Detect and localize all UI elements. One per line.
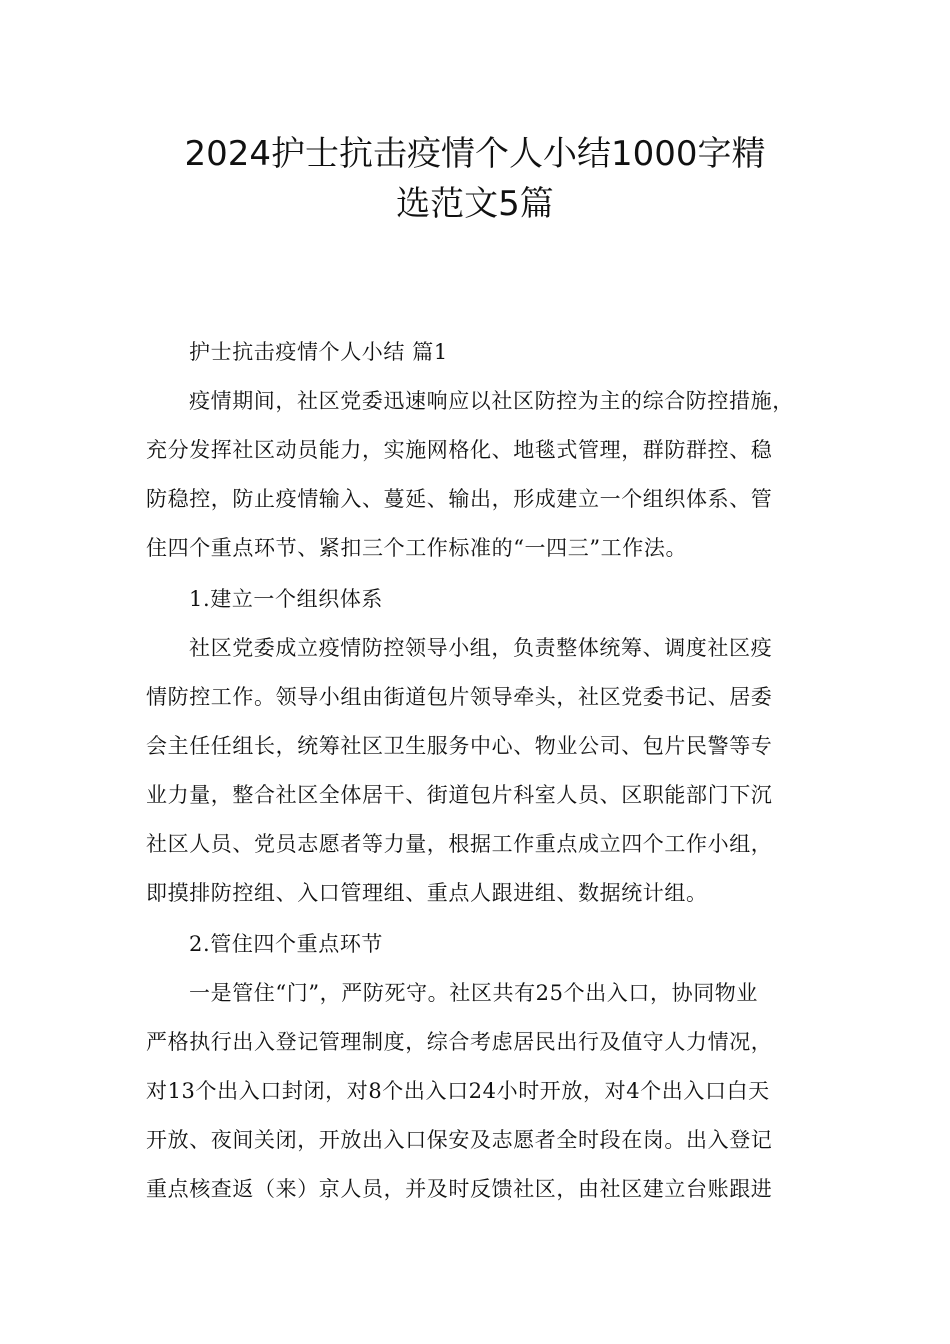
paragraph-line: 会主任任组长，统筹社区卫生服务中心、物业公司、包片民警等专 xyxy=(146,734,773,758)
subheading: 2.管住四个重点环节 xyxy=(189,932,384,956)
paragraph-line: 情防控工作。领导小组由街道包片领导牵头，社区党委书记、居委 xyxy=(146,685,773,709)
paragraph-line: 充分发挥社区动员能力，实施网格化、地毯式管理，群防群控、稳 xyxy=(146,438,773,462)
paragraph-line: 防稳控，防止疫情输入、蔓延、输出，形成建立一个组织体系、管 xyxy=(146,487,773,511)
document-title-line-1: 2024护士抗击疫情个人小结1000字精 xyxy=(184,134,766,174)
paragraph-line: 社区人员、党员志愿者等力量，根据工作重点成立四个工作小组， xyxy=(146,832,773,856)
paragraph-line: 业力量，整合社区全体居干、街道包片科室人员、区职能部门下沉 xyxy=(146,783,773,807)
paragraph-line: 住四个重点环节、紧扣三个工作标准的“一四三”工作法。 xyxy=(146,536,688,560)
subheading: 1.建立一个组织体系 xyxy=(189,587,384,611)
paragraph-line: 严格执行出入登记管理制度，综合考虑居民出行及值守人力情况， xyxy=(146,1030,773,1054)
document-title-line-2: 选范文5篇 xyxy=(396,184,554,224)
paragraph-line: 对13个出入口封闭，对8个出入口24小时开放，对4个出入口白天 xyxy=(146,1079,770,1103)
paragraph-line: 重点核查返（来）京人员，并及时反馈社区，由社区建立台账跟进 xyxy=(146,1177,773,1201)
paragraph-line: 一是管住“门”，严防死守。社区共有25个出入口，协同物业 xyxy=(189,981,758,1005)
paragraph-line: 即摸排防控组、入口管理组、重点人跟进组、数据统计组。 xyxy=(146,881,708,905)
section-heading: 护士抗击疫情个人小结 篇1 xyxy=(189,340,448,364)
paragraph-line: 疫情期间，社区党委迅速响应以社区防控为主的综合防控措施， xyxy=(189,389,794,413)
paragraph-line: 社区党委成立疫情防控领导小组，负责整体统筹、调度社区疫 xyxy=(189,636,773,660)
paragraph-line: 开放、夜间关闭，开放出入口保安及志愿者全时段在岗。出入登记 xyxy=(146,1128,773,1152)
